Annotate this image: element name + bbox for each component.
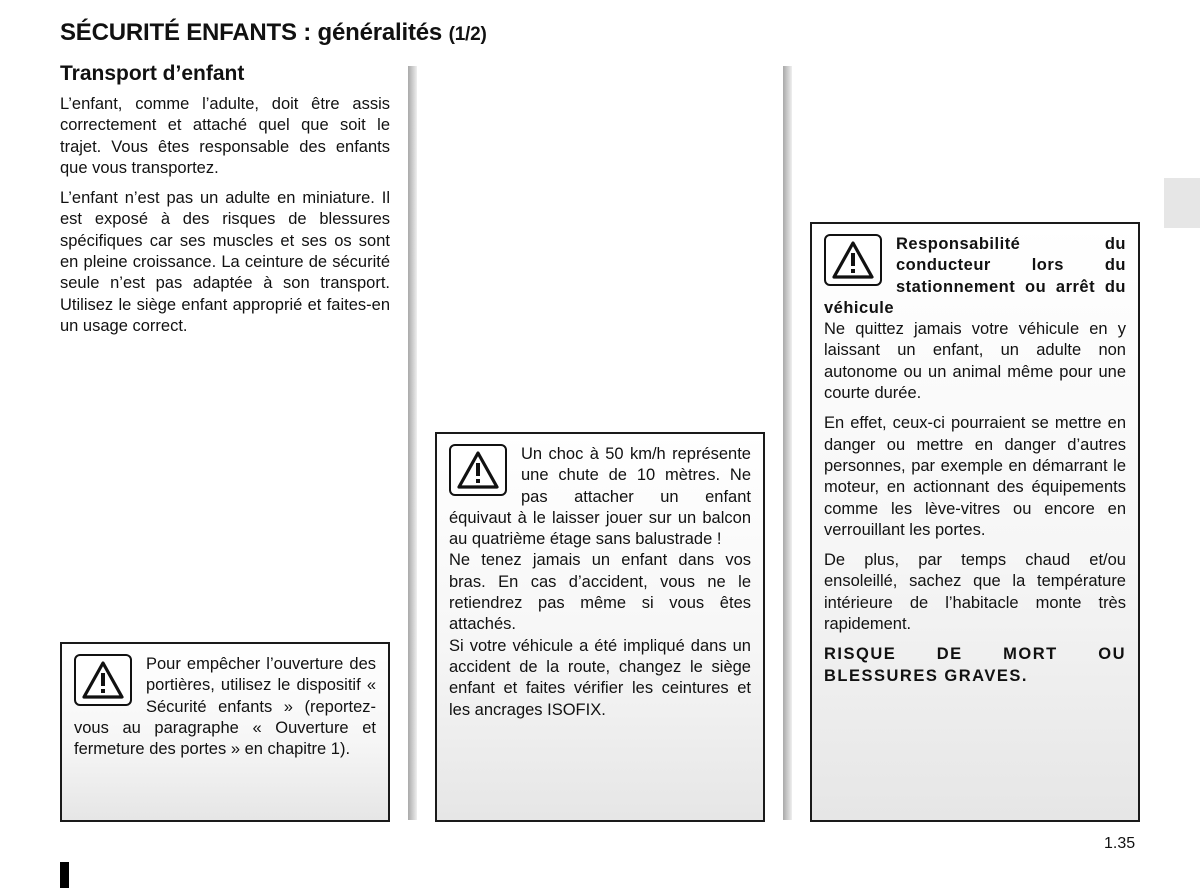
page-title-part: (1/2) bbox=[448, 24, 487, 45]
paragraph: L’enfant n’est pas un adulte en miniature. Il est exposé à des risques de blessures spécifiques car ses muscles et ses os sont en pleine croissance. La ceinture de sécurité seule n’est pas adaptée à son transport. Utilisez le siège enfant approprié et faites-en un usage correct. bbox=[60, 189, 390, 335]
warning-triangle-icon bbox=[824, 234, 882, 286]
warning-text: Ne quittez jamais votre véhicule en y laissant un enfant, un adulte non autonome ou un animal même pour une courte durée. bbox=[824, 320, 1126, 403]
column-separator bbox=[408, 66, 417, 820]
page-number: 1.35 bbox=[1104, 835, 1136, 852]
warning-text: De plus, par temps chaud et/ou ensoleillé, sachez que la température intérieure de l’habitacle monte très rapidement. bbox=[824, 551, 1126, 634]
warning-text: Pour empêcher l’ouverture des portières, utilisez le dispositif « Sécurité enfants » (reportez-vous au paragraphe « Ouverture et fermeture des portes » en chapitre 1). bbox=[74, 655, 376, 759]
warning-text: Un choc à 50 km/h représente une chute de 10 mètres. Ne pas attacher un enfant équivaut à le laisser jouer sur un balcon au quatrième étage sans balustrade ! bbox=[449, 445, 751, 549]
column-separator bbox=[783, 66, 792, 820]
warning-triangle-icon bbox=[74, 654, 132, 706]
warning-text: En effet, ceux-ci pourraient se mettre en danger ou mettre en danger d’autres personnes, par exemple en démarrant le moteur, en actionnant des équipements comme les lève-vitres ou encore en verrouillant les portes. bbox=[824, 414, 1126, 539]
page-title-main: SÉCURITÉ ENFANTS : généralités bbox=[60, 19, 443, 46]
warning-triangle-icon bbox=[449, 444, 507, 496]
warning-text: Si votre véhicule a été impliqué dans un accident de la route, changez le siège enfant et faites vérifier les ceintures et les ancrages ISOFIX. bbox=[449, 636, 751, 719]
paragraph: L’enfant, comme l’adulte, doit être assis correctement et attaché quel que soit le trajet. Vous êtes responsable des enfants que vous transportez. bbox=[60, 95, 390, 177]
warning-box-driver-responsibility bbox=[810, 222, 1140, 822]
danger-statement: RISQUE DE MORT OU BLESSURES GRAVES. bbox=[824, 645, 1126, 685]
child-transport-text bbox=[60, 94, 390, 346]
warning-box-crash-impact bbox=[435, 432, 765, 822]
section-heading-child-transport: Transport d’enfant bbox=[60, 62, 245, 85]
corner-crop-mark bbox=[60, 862, 69, 888]
warning-heading: Responsabilité du conducteur lors du stationnement ou arrêt du véhicule bbox=[824, 235, 1126, 317]
page-title bbox=[60, 19, 487, 47]
warning-box-child-safety-doors bbox=[60, 642, 390, 822]
warning-text: Ne tenez jamais un enfant dans vos bras. En cas d’accident, vous ne le retiendrez pas même si vous êtes attachés. bbox=[449, 551, 751, 634]
chapter-thumb-tab bbox=[1164, 178, 1200, 228]
